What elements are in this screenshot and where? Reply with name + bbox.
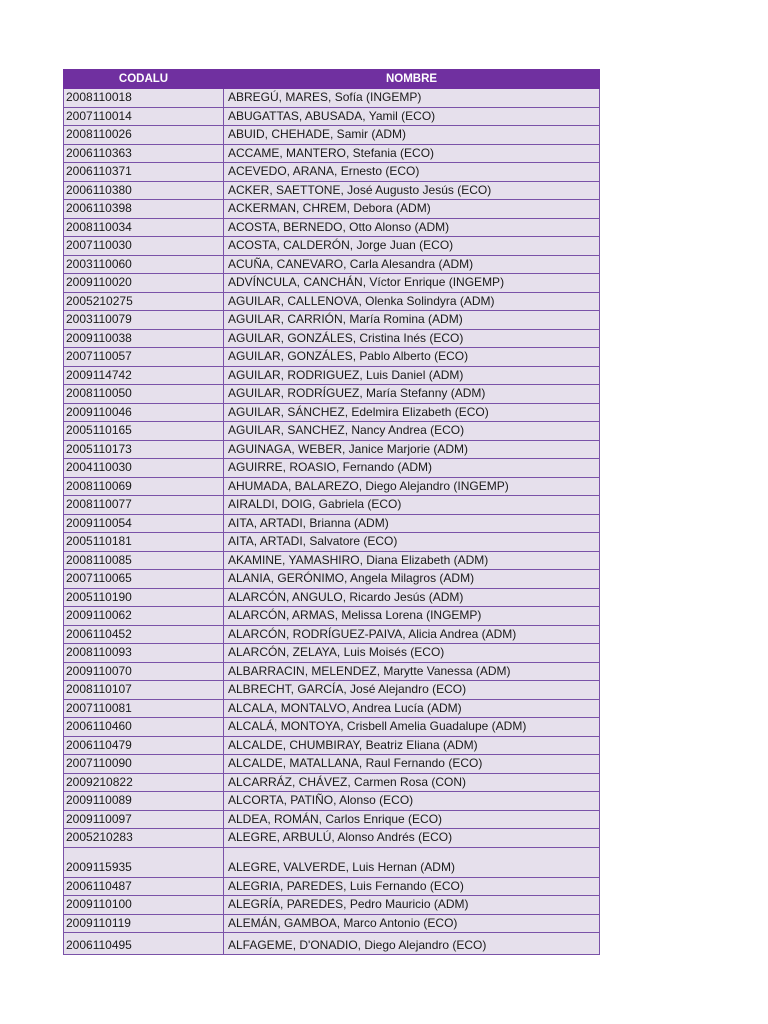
table-row — [64, 311, 600, 330]
cell-nombre[interactable]: ABUGATTAS, ABUSADA, Yamil (ECO) — [224, 107, 600, 126]
cell-codalu[interactable]: 2005210275 — [64, 292, 224, 311]
cell-nombre[interactable]: ALEGRÍA, PAREDES, Pedro Mauricio (ADM) — [224, 896, 600, 915]
cell-nombre[interactable]: AIRALDI, DOIG, Gabriela (ECO) — [224, 496, 600, 515]
cell-nombre[interactable]: ALCARRÁZ, CHÁVEZ, Carmen Rosa (CON) — [224, 773, 600, 792]
cell-codalu[interactable]: 2009110046 — [64, 403, 224, 422]
table-row — [64, 329, 600, 348]
cell-nombre[interactable]: AGUILAR, SANCHEZ, Nancy Andrea (ECO) — [224, 422, 600, 441]
cell-nombre[interactable]: AGUILAR, RODRIGUEZ, Luis Daniel (ADM) — [224, 366, 600, 385]
cell-nombre[interactable]: ALARCÓN, ZELAYA, Luis Moisés (ECO) — [224, 644, 600, 663]
cell-codalu[interactable]: 2006110398 — [64, 200, 224, 219]
student-table — [63, 69, 600, 955]
cell-nombre[interactable]: ACUÑA, CANEVARO, Carla Alesandra (ADM) — [224, 255, 600, 274]
cell-codalu[interactable]: 2006110479 — [64, 736, 224, 755]
cell-nombre[interactable]: AGUILAR, SÁNCHEZ, Edelmira Elizabeth (ECO) — [224, 403, 600, 422]
table-row — [64, 718, 600, 737]
table-row — [64, 237, 600, 256]
cell-codalu[interactable]: 2007110081 — [64, 699, 224, 718]
cell-nombre[interactable]: ADVÍNCULA, CANCHÁN, Víctor Enrique (INGEMP) — [224, 274, 600, 293]
table-row — [64, 681, 600, 700]
cell-nombre[interactable]: AGUINAGA, WEBER, Janice Marjorie (ADM) — [224, 440, 600, 459]
table-row — [64, 496, 600, 515]
cell-codalu[interactable]: 2005110173 — [64, 440, 224, 459]
cell-codalu[interactable]: 2006110452 — [64, 625, 224, 644]
cell-codalu[interactable]: 2009110020 — [64, 274, 224, 293]
table-row — [64, 533, 600, 552]
cell-codalu[interactable]: 2003110079 — [64, 311, 224, 330]
cell-nombre[interactable]: AKAMINE, YAMASHIRO, Diana Elizabeth (ADM) — [224, 551, 600, 570]
cell-codalu[interactable]: 2008110085 — [64, 551, 224, 570]
table-row — [64, 644, 600, 663]
cell-codalu[interactable]: 2007110065 — [64, 570, 224, 589]
table-row — [64, 551, 600, 570]
cell-codalu[interactable]: 2009110089 — [64, 792, 224, 811]
cell-nombre[interactable]: ALANIA, GERÓNIMO, Angela Milagros (ADM) — [224, 570, 600, 589]
cell-nombre[interactable]: AITA, ARTADI, Brianna (ADM) — [224, 514, 600, 533]
cell-nombre[interactable]: ACCAME, MANTERO, Stefania (ECO) — [224, 144, 600, 163]
cell-codalu[interactable]: 2009114742 — [64, 366, 224, 385]
cell-nombre[interactable]: AGUILAR, GONZÁLES, Cristina Inés (ECO) — [224, 329, 600, 348]
header-row — [64, 70, 600, 89]
cell-nombre[interactable]: ACKERMAN, CHREM, Debora (ADM) — [224, 200, 600, 219]
cell-codalu[interactable]: 2009110038 — [64, 329, 224, 348]
cell-nombre[interactable]: ACOSTA, BERNEDO, Otto Alonso (ADM) — [224, 218, 600, 237]
table-row — [64, 366, 600, 385]
cell-codalu[interactable]: 2006110371 — [64, 163, 224, 182]
table-row — [64, 914, 600, 933]
cell-codalu[interactable]: 2009110097 — [64, 810, 224, 829]
table-row — [64, 514, 600, 533]
table-row — [64, 440, 600, 459]
cell-nombre[interactable]: ALEGRIA, PAREDES, Luis Fernando (ECO) — [224, 877, 600, 896]
cell-nombre[interactable]: ALCORTA, PATIÑO, Alonso (ECO) — [224, 792, 600, 811]
cell-nombre[interactable]: ABREGÚ, MARES, Sofía (INGEMP) — [224, 89, 600, 108]
header-nombre[interactable]: NOMBRE — [224, 70, 600, 89]
cell-codalu[interactable]: 2008110018 — [64, 89, 224, 108]
cell-nombre[interactable]: ACEVEDO, ARANA, Ernesto (ECO) — [224, 163, 600, 182]
cell-codalu[interactable]: 2005210283 — [64, 829, 224, 848]
cell-codalu[interactable]: 2003110060 — [64, 255, 224, 274]
cell-codalu[interactable]: 2007110090 — [64, 755, 224, 774]
table-row — [64, 163, 600, 182]
cell-nombre[interactable]: ALCALÁ, MONTOYA, Crisbell Amelia Guadalupe (ADM) — [224, 718, 600, 737]
cell-codalu[interactable]: 2009110119 — [64, 914, 224, 933]
table-row — [64, 292, 600, 311]
table-row — [64, 877, 600, 896]
table-row — [64, 625, 600, 644]
cell-codalu[interactable]: 2008110034 — [64, 218, 224, 237]
cell-nombre[interactable]: AGUILAR, GONZÁLES, Pablo Alberto (ECO) — [224, 348, 600, 367]
cell-codalu[interactable]: 2005110165 — [64, 422, 224, 441]
cell-nombre[interactable]: AGUILAR, CARRIÓN, María Romina (ADM) — [224, 311, 600, 330]
table-row — [64, 810, 600, 829]
cell-codalu[interactable]: 2007110030 — [64, 237, 224, 256]
table-row — [64, 847, 600, 877]
table-row — [64, 218, 600, 237]
cell-codalu[interactable]: 2008110026 — [64, 126, 224, 145]
cell-codalu[interactable]: 2009110054 — [64, 514, 224, 533]
cell-codalu[interactable]: 2009110062 — [64, 607, 224, 626]
table-row — [64, 736, 600, 755]
header-codalu[interactable]: CODALU — [64, 70, 224, 89]
cell-nombre[interactable]: ALARCÓN, RODRÍGUEZ-PAIVA, Alicia Andrea (ADM) — [224, 625, 600, 644]
table-row — [64, 570, 600, 589]
table-row — [64, 385, 600, 404]
table-row — [64, 274, 600, 293]
table-row — [64, 181, 600, 200]
cell-codalu[interactable]: 2006110460 — [64, 718, 224, 737]
table-row — [64, 107, 600, 126]
cell-nombre[interactable]: ALARCÓN, ARMAS, Melissa Lorena (INGEMP) — [224, 607, 600, 626]
table-row — [64, 126, 600, 145]
table-row — [64, 773, 600, 792]
table-row — [64, 792, 600, 811]
table-row — [64, 755, 600, 774]
cell-nombre[interactable]: ALARCÓN, ANGULO, Ricardo Jesús (ADM) — [224, 588, 600, 607]
table-row — [64, 896, 600, 915]
cell-codalu[interactable]: 2005110181 — [64, 533, 224, 552]
table-row — [64, 607, 600, 626]
cell-nombre[interactable]: ACOSTA, CALDERÓN, Jorge Juan (ECO) — [224, 237, 600, 256]
table-row — [64, 403, 600, 422]
cell-codalu[interactable]: 2008110077 — [64, 496, 224, 515]
table-row — [64, 422, 600, 441]
cell-codalu[interactable]: 2008110050 — [64, 385, 224, 404]
cell-nombre[interactable]: ALEMÁN, GAMBOA, Marco Antonio (ECO) — [224, 914, 600, 933]
cell-nombre[interactable]: AITA, ARTADI, Salvatore (ECO) — [224, 533, 600, 552]
cell-codalu[interactable]: 2008110107 — [64, 681, 224, 700]
table-row — [64, 588, 600, 607]
cell-nombre[interactable]: ALFAGEME, D'ONADIO, Diego Alejandro (ECO) — [224, 933, 600, 955]
table-row — [64, 348, 600, 367]
cell-nombre[interactable]: ACKER, SAETTONE, José Augusto Jesús (ECO) — [224, 181, 600, 200]
cell-codalu[interactable]: 2009110100 — [64, 896, 224, 915]
cell-nombre[interactable]: ALCALDE, MATALLANA, Raul Fernando (ECO) — [224, 755, 600, 774]
cell-nombre[interactable]: AGUILAR, RODRÍGUEZ, María Stefanny (ADM) — [224, 385, 600, 404]
cell-nombre[interactable]: ALBRECHT, GARCÍA, José Alejandro (ECO) — [224, 681, 600, 700]
cell-nombre[interactable]: ALCALA, MONTALVO, Andrea Lucía (ADM) — [224, 699, 600, 718]
cell-nombre[interactable]: ALCALDE, CHUMBIRAY, Beatriz Eliana (ADM) — [224, 736, 600, 755]
cell-codalu[interactable]: 2009110070 — [64, 662, 224, 681]
table-body — [64, 89, 600, 955]
cell-nombre[interactable]: ALEGRE, ARBULÚ, Alonso Andrés (ECO) — [224, 829, 600, 848]
table-row — [64, 200, 600, 219]
cell-nombre[interactable]: AHUMADA, BALAREZO, Diego Alejandro (INGEMP) — [224, 477, 600, 496]
table-row — [64, 144, 600, 163]
cell-nombre[interactable]: ABUID, CHEHADE, Samir (ADM) — [224, 126, 600, 145]
cell-codalu[interactable]: 2007110014 — [64, 107, 224, 126]
cell-codalu[interactable]: 2009210822 — [64, 773, 224, 792]
cell-codalu[interactable]: 2009115935 — [64, 847, 224, 877]
cell-codalu[interactable]: 2006110487 — [64, 877, 224, 896]
cell-codalu[interactable]: 2004110030 — [64, 459, 224, 478]
cell-codalu[interactable]: 2008110093 — [64, 644, 224, 663]
table-row — [64, 459, 600, 478]
cell-codalu[interactable]: 2008110069 — [64, 477, 224, 496]
table-row — [64, 89, 600, 108]
cell-nombre[interactable]: ALDEA, ROMÁN, Carlos Enrique (ECO) — [224, 810, 600, 829]
table-row — [64, 699, 600, 718]
cell-nombre[interactable]: AGUIRRE, ROASIO, Fernando (ADM) — [224, 459, 600, 478]
cell-codalu[interactable]: 2006110380 — [64, 181, 224, 200]
table-row — [64, 662, 600, 681]
cell-nombre[interactable]: ALEGRE, VALVERDE, Luis Hernan (ADM) — [224, 847, 600, 877]
cell-codalu[interactable]: 2007110057 — [64, 348, 224, 367]
table-row — [64, 933, 600, 955]
table-row — [64, 477, 600, 496]
cell-nombre[interactable]: AGUILAR, CALLENOVA, Olenka Solindyra (ADM) — [224, 292, 600, 311]
cell-codalu[interactable]: 2005110190 — [64, 588, 224, 607]
cell-codalu[interactable]: 2006110363 — [64, 144, 224, 163]
cell-nombre[interactable]: ALBARRACIN, MELENDEZ, Marytte Vanessa (ADM) — [224, 662, 600, 681]
cell-codalu[interactable]: 2006110495 — [64, 933, 224, 955]
table-row — [64, 255, 600, 274]
table-row — [64, 829, 600, 848]
